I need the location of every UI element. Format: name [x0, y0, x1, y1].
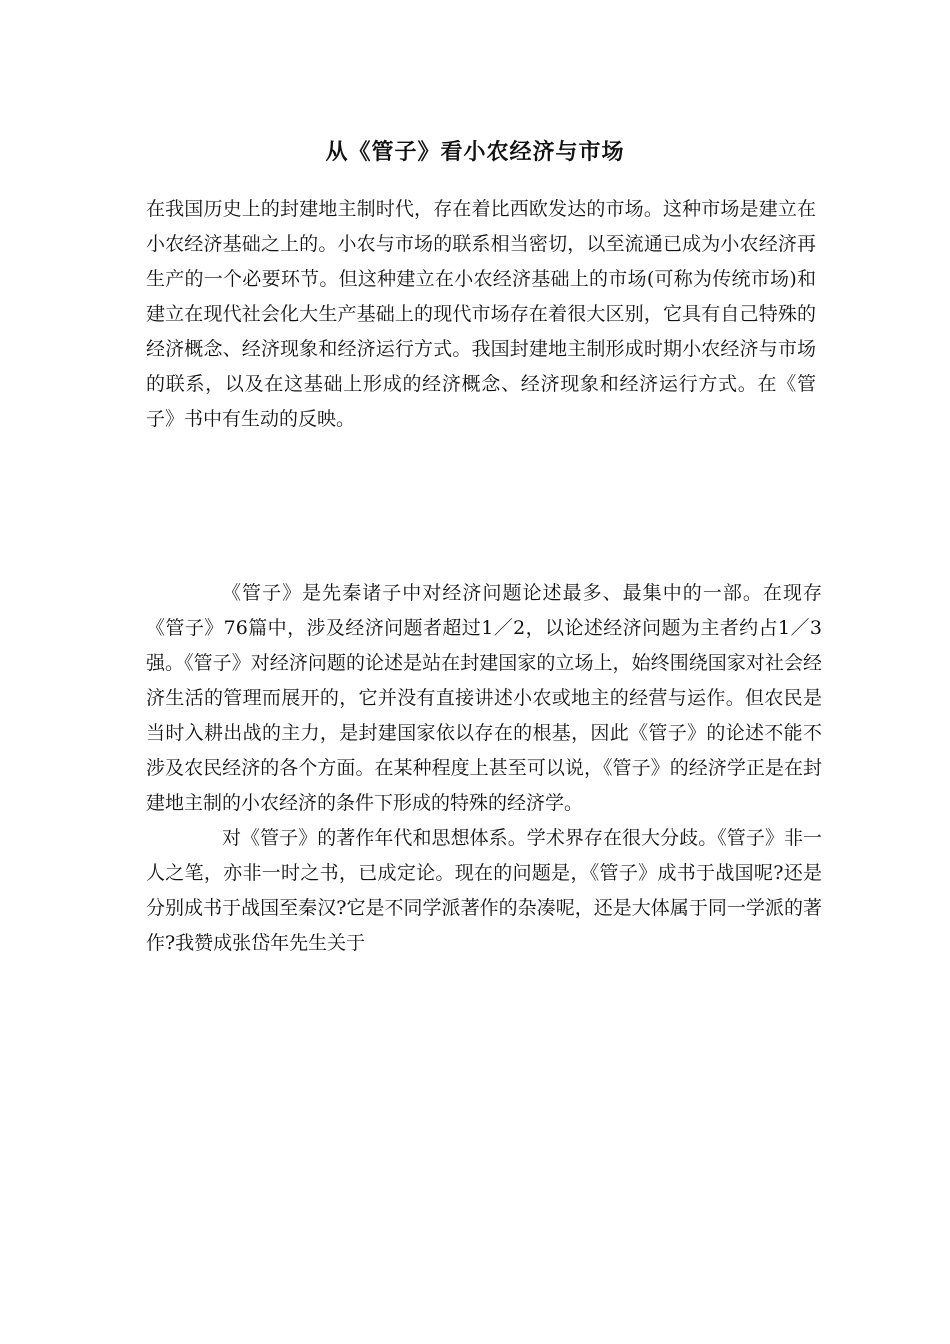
- body-text: [146, 576, 822, 961]
- body-paragraph-1: 《管子》是先秦诸子中对经济问题论述最多、最集中的一部。在现存《管子》76篇中，涉及经济问题者超过1／2，以论述经济问题为主者约占1／3强。《管子》对经济问题的论述是站在封建国家的立场上，始终围绕国家对社会经济生活的管理而展开的，它并没有直接讲述小农或地主的经营与运作。但农民是当时入耕出战的主力，是封建国家依以存在的根基，因此《管子》的论述不能不涉及农民经济的各个方面。在某种程度上甚至可以说，《管子》的经济学正是在封建地主制的小农经济的条件下形成的特殊的经济学。: [146, 582, 822, 814]
- body-paragraph-2: 对《管子》的著作年代和思想体系。学术界存在很大分歧。《管子》非一人之笔，亦非一时之书，已成定论。现在的问题是，《管子》成书于战国呢?还是分别成书于战国至秦汉?它是不同学派著作的杂凑呢，还是大体属于同一学派的著作?我赞成张岱年先生关于: [146, 827, 822, 954]
- document-title: 从《管子》看小农经济与市场: [325, 139, 625, 165]
- abstract-paragraph: 在我国历史上的封建地主制时代，存在着比西欧发达的市场。这种市场是建立在小农经济基础之上的。小农与市场的联系相当密切，以至流通已成为小农经济再生产的一个必要环节。但这种建立在小农经济基础上的市场(可称为传统市场)和建立在现代社会化大生产基础上的现代市场存在着很大区别，它具有自己特殊的经济概念、经济现象和经济运行方式。我国封建地主制形成时期小农经济与市场的联系，以及在这基础上形成的经济概念、经济现象和经济运行方式。在《管子》书中有生动的反映。: [146, 198, 816, 430]
